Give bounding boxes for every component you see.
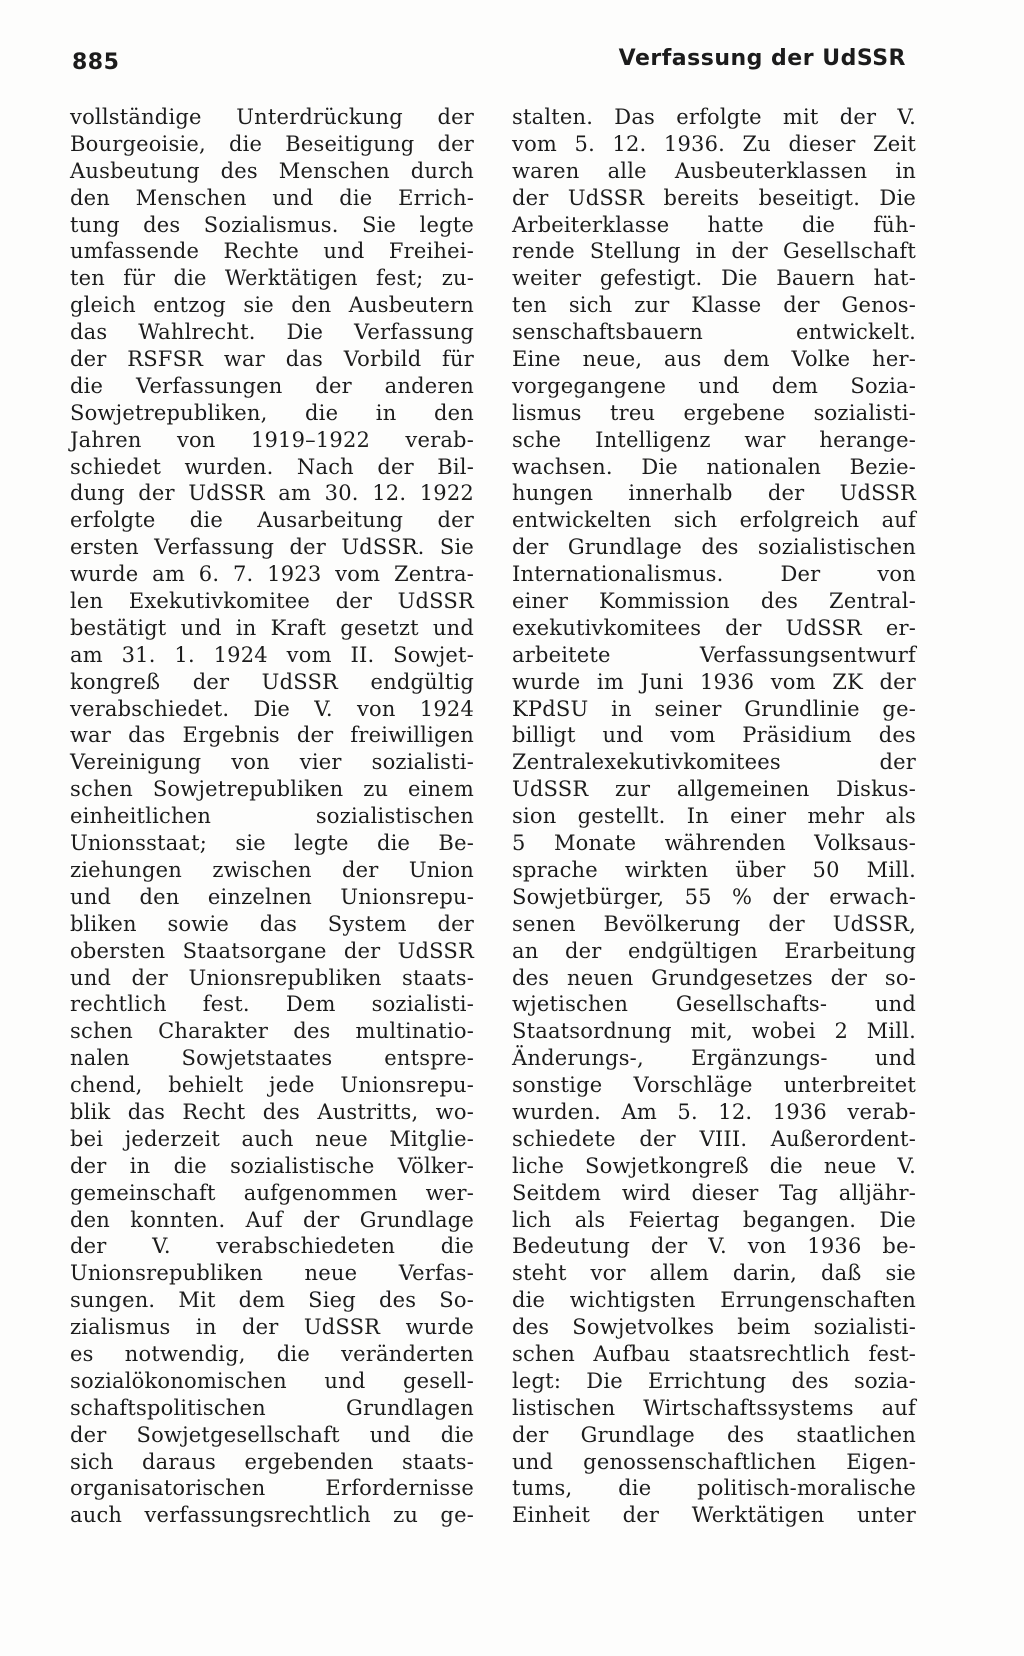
text-line: den konnten. Auf der Grundlage bbox=[70, 1207, 474, 1232]
text-line: Internationalismus. Der von bbox=[512, 562, 916, 587]
text-line: bliken sowie das System der bbox=[70, 911, 474, 936]
text-line: erfolgte die Ausarbeitung der bbox=[70, 508, 474, 533]
text-line: sich daraus ergebenden staats- bbox=[70, 1449, 474, 1474]
text-line: die Verfassungen der anderen bbox=[70, 373, 474, 398]
text-line: bestätigt und in Kraft gesetzt und bbox=[70, 615, 474, 640]
text-line: chend, behielt jede Unionsrepu- bbox=[70, 1073, 474, 1098]
text-line: auch verfassungsrechtlich zu ge- bbox=[70, 1503, 474, 1528]
text-line: nalen Sowjetstaates entspre- bbox=[70, 1046, 474, 1071]
text-line: wurde im Juni 1936 vom ZK der bbox=[512, 669, 916, 694]
text-line: bei jederzeit auch neue Mitglie- bbox=[70, 1126, 474, 1151]
text-line: die wichtigsten Errungenschaften bbox=[512, 1288, 916, 1313]
text-line: der V. verabschiedeten die bbox=[70, 1234, 474, 1259]
text-line: es notwendig, die veränderten bbox=[70, 1341, 474, 1366]
text-line: legt: Die Errichtung des sozia- bbox=[512, 1368, 916, 1393]
text-line: verabschiedet. Die V. von 1924 bbox=[70, 696, 474, 721]
text-line: lich als Feiertag begangen. Die bbox=[512, 1207, 916, 1232]
text-line: hungen innerhalb der UdSSR bbox=[512, 481, 916, 506]
text-line: wurden. Am 5. 12. 1936 verab- bbox=[512, 1099, 916, 1124]
text-line: UdSSR zur allgemeinen Diskus- bbox=[512, 777, 916, 802]
text-line: sozialökonomischen und gesell- bbox=[70, 1368, 474, 1393]
text-line: schiedet wurden. Nach der Bil- bbox=[70, 454, 474, 479]
text-line: obersten Staatsorgane der UdSSR bbox=[70, 938, 474, 963]
text-line: len Exekutivkomitee der UdSSR bbox=[70, 589, 474, 614]
text-line: und genossenschaftlichen Eigen- bbox=[512, 1449, 916, 1474]
text-line: exekutivkomitees der UdSSR er- bbox=[512, 615, 916, 640]
text-line: rende Stellung in der Gesellschaft bbox=[512, 239, 916, 264]
text-line: KPdSU in seiner Grundlinie ge- bbox=[512, 696, 916, 721]
text-line: umfassende Rechte und Freihei- bbox=[70, 239, 474, 264]
text-line: der Sowjetgesellschaft und die bbox=[70, 1422, 474, 1447]
text-line: steht vor allem darin, daß sie bbox=[512, 1261, 916, 1286]
text-line: der in die sozialistische Völker- bbox=[70, 1153, 474, 1178]
text-line: des neuen Grundgesetzes der so- bbox=[512, 965, 916, 990]
text-line: Vereinigung von vier sozialisti- bbox=[70, 750, 474, 775]
text-line: einheitlichen sozialistischen bbox=[70, 804, 474, 829]
text-line: Seitdem wird dieser Tag alljähr- bbox=[512, 1180, 916, 1205]
text-line: Bedeutung der V. von 1936 be- bbox=[512, 1234, 916, 1259]
text-line: war das Ergebnis der freiwilligen bbox=[70, 723, 474, 748]
text-line: Arbeiterklasse hatte die füh- bbox=[512, 212, 916, 237]
text-line: schen Charakter des multinatio- bbox=[70, 1019, 474, 1044]
text-line: ten sich zur Klasse der Genos- bbox=[512, 293, 916, 318]
text-line: gleich entzog sie den Ausbeutern bbox=[70, 293, 474, 318]
text-line: Unionsstaat; sie legte die Be- bbox=[70, 831, 474, 856]
text-line: der Grundlage des sozialistischen bbox=[512, 535, 916, 560]
text-line: Staatsordnung mit, wobei 2 Mill. bbox=[512, 1019, 916, 1044]
running-head: Verfassung der UdSSR bbox=[618, 46, 906, 71]
text-line: blik das Recht des Austritts, wo- bbox=[70, 1099, 474, 1124]
text-line: ziehungen zwischen der Union bbox=[70, 857, 474, 882]
page-number: 885 bbox=[72, 50, 120, 75]
text-line: ten für die Werktätigen fest; zu- bbox=[70, 266, 474, 291]
text-line: am 31. 1. 1924 vom II. Sowjet- bbox=[70, 642, 474, 667]
text-line: Eine neue, aus dem Volke her- bbox=[512, 347, 916, 372]
text-line: sion gestellt. In einer mehr als bbox=[512, 804, 916, 829]
text-line: kongreß der UdSSR endgültig bbox=[70, 669, 474, 694]
text-line: der Grundlage des staatlichen bbox=[512, 1422, 916, 1447]
text-line: sungen. Mit dem Sieg des So- bbox=[70, 1288, 474, 1313]
text-line: Unionsrepubliken neue Verfas- bbox=[70, 1261, 474, 1286]
text-line: sche Intelligenz war herange- bbox=[512, 427, 916, 452]
text-line: Sowjetrepubliken, die in den bbox=[70, 400, 474, 425]
text-line: wachsen. Die nationalen Bezie- bbox=[512, 454, 916, 479]
text-line: des Sowjetvolkes beim sozialisti- bbox=[512, 1315, 916, 1340]
text-line: lismus treu ergebene sozialisti- bbox=[512, 400, 916, 425]
text-line: Einheit der Werktätigen unter bbox=[512, 1503, 916, 1528]
text-line: senen Bevölkerung der UdSSR, bbox=[512, 911, 916, 936]
text-line: tung des Sozialismus. Sie legte bbox=[70, 212, 474, 237]
text-line: Jahren von 1919–1922 verab- bbox=[70, 427, 474, 452]
text-line: Änderungs-, Ergänzungs- und bbox=[512, 1046, 916, 1071]
text-line: sonstige Vorschläge unterbreitet bbox=[512, 1073, 916, 1098]
text-line: und den einzelnen Unionsrepu- bbox=[70, 884, 474, 909]
text-line: und der Unionsrepubliken staats- bbox=[70, 965, 474, 990]
text-line: vom 5. 12. 1936. Zu dieser Zeit bbox=[512, 131, 916, 156]
text-line: arbeitete Verfassungsentwurf bbox=[512, 642, 916, 667]
text-line: zialismus in der UdSSR wurde bbox=[70, 1315, 474, 1340]
text-line: Bourgeoisie, die Beseitigung der bbox=[70, 131, 474, 156]
text-line: den Menschen und die Errich- bbox=[70, 185, 474, 210]
text-line: entwickelten sich erfolgreich auf bbox=[512, 508, 916, 533]
text-line: schaftspolitischen Grundlagen bbox=[70, 1395, 474, 1420]
text-line: tums, die politisch-moralische bbox=[512, 1476, 916, 1501]
text-line: liche Sowjetkongreß die neue V. bbox=[512, 1153, 916, 1178]
left-text-column bbox=[70, 104, 474, 1529]
text-line: Sowjetbürger, 55 % der erwach- bbox=[512, 884, 916, 909]
text-line: senschaftsbauern entwickelt. bbox=[512, 320, 916, 345]
text-line: dung der UdSSR am 30. 12. 1922 bbox=[70, 481, 474, 506]
text-line: schen Sowjetrepubliken zu einem bbox=[70, 777, 474, 802]
text-line: 5 Monate währenden Volksaus- bbox=[512, 831, 916, 856]
text-line: waren alle Ausbeuterklassen in bbox=[512, 158, 916, 183]
right-text-column bbox=[512, 104, 916, 1529]
text-line: sprache wirkten über 50 Mill. bbox=[512, 857, 916, 882]
text-line: schen Aufbau staatsrechtlich fest- bbox=[512, 1341, 916, 1366]
text-line: der UdSSR bereits beseitigt. Die bbox=[512, 185, 916, 210]
text-line: rechtlich fest. Dem sozialisti- bbox=[70, 992, 474, 1017]
text-line: Ausbeutung des Menschen durch bbox=[70, 158, 474, 183]
text-line: das Wahlrecht. Die Verfassung bbox=[70, 320, 474, 345]
text-line: Zentralexekutivkomitees der bbox=[512, 750, 916, 775]
text-line: wjetischen Gesellschafts- und bbox=[512, 992, 916, 1017]
text-line: ersten Verfassung der UdSSR. Sie bbox=[70, 535, 474, 560]
text-line: einer Kommission des Zentral- bbox=[512, 589, 916, 614]
text-line: gemeinschaft aufgenommen wer- bbox=[70, 1180, 474, 1205]
text-line: listischen Wirtschaftssystems auf bbox=[512, 1395, 916, 1420]
text-line: an der endgültigen Erarbeitung bbox=[512, 938, 916, 963]
text-line: weiter gefestigt. Die Bauern hat- bbox=[512, 266, 916, 291]
text-line: vollständige Unterdrückung der bbox=[70, 105, 474, 129]
text-line: organisatorischen Erfordernisse bbox=[70, 1476, 474, 1501]
text-line: vorgegangene und dem Sozia- bbox=[512, 373, 916, 398]
text-line: der RSFSR war das Vorbild für bbox=[70, 347, 474, 372]
text-line: billigt und vom Präsidium des bbox=[512, 723, 916, 748]
text-line: stalten. Das erfolgte mit der V. bbox=[512, 105, 916, 129]
text-line: wurde am 6. 7. 1923 vom Zentra- bbox=[70, 562, 474, 587]
text-line: schiedete der VIII. Außerordent- bbox=[512, 1126, 916, 1151]
